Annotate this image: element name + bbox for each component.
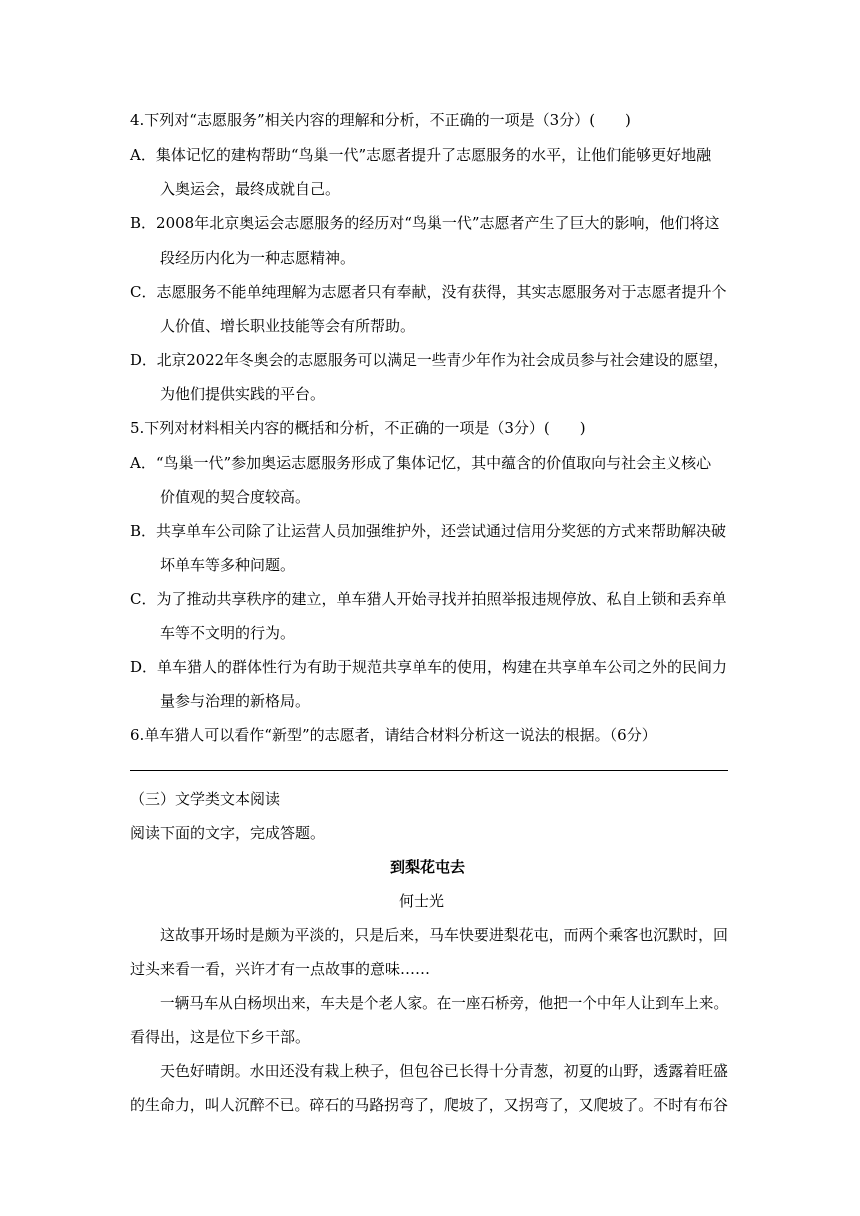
question-5-option-a-cont: 价值观的契合度较高。 <box>160 488 311 506</box>
question-5-option-b: B．共享单车公司除了让运营人员加强维护外，还尝试通过信用分奖惩的方式来帮助解决破 <box>130 522 727 540</box>
story-paragraph-2: 一辆马车从白杨坝出来，车夫是个老人家。在一座石桥旁，他把一个中年人让到车上来。 <box>160 994 729 1012</box>
story-author: 何士光 <box>399 892 445 910</box>
question-5-option-c-cont: 车等不文明的行为。 <box>160 624 296 642</box>
story-paragraph-2-cont: 看得出，这是位下乡干部。 <box>130 1028 311 1046</box>
question-4-option-b: B．2008年北京奥运会志愿服务的经历对“鸟巢一代”志愿者产生了巨大的影响，他们将这 <box>130 214 720 232</box>
question-4-option-d: D．北京2022年冬奥会的志愿服务可以满足一些青少年作为社会成员参与社会建设的愿望， <box>130 351 729 369</box>
question-5-option-d: D．单车猎人的群体性行为有助于规范共享单车的使用，构建在共享单车公司之外的民间力 <box>130 658 728 676</box>
story-paragraph-1: 这故事开场时是颇为平淡的，只是后来，马车快要进梨花屯，而两个乘客也沉默时，回 <box>160 926 729 944</box>
question-6-stem: 6.单车猎人可以看作“新型”的志愿者，请结合材料分析这一说法的根据。（6分） <box>130 726 657 744</box>
question-4-option-a-cont: 入奥运会，最终成就自己。 <box>160 180 341 198</box>
question-4-option-c: C．志愿服务不能单纯理解为志愿者只有奉献，没有获得，其实志愿服务对于志愿者提升个 <box>130 283 727 301</box>
story-paragraph-1-cont: 过头来看一看，兴许才有一点故事的意味…… <box>130 960 431 978</box>
question-4-option-a: A．集体记忆的建构帮助“鸟巢一代”志愿者提升了志愿服务的水平，让他们能够更好地融 <box>130 146 712 164</box>
question-4-option-c-cont: 人价值、增长职业技能等会有所帮助。 <box>160 317 416 335</box>
question-5-option-d-cont: 量参与治理的新格局。 <box>160 692 311 710</box>
question-5-option-a: A．“鸟巢一代”参加奥运志愿服务形成了集体记忆，其中蕴含的价值取向与社会主义核心 <box>130 454 712 472</box>
question-5-option-b-cont: 坏单车等多种问题。 <box>160 556 296 574</box>
section-divider <box>130 770 728 771</box>
question-4-stem: 4.下列对“志愿服务”相关内容的理解和分析，不正确的一项是（3分）( ) <box>130 111 631 129</box>
question-4-option-b-cont: 段经历内化为一种志愿精神。 <box>160 249 356 267</box>
question-5-option-c: C．为了推动共享秩序的建立，单车猎人开始寻找并拍照举报违规停放、私自上锁和丢弃单 <box>130 590 727 608</box>
section-heading: （三）文学类文本阅读 <box>130 790 281 808</box>
story-paragraph-3-cont: 的生命力，叫人沉醉不已。碎石的马路拐弯了，爬坡了，又拐弯了，又爬坡了。不时有布谷 <box>130 1096 729 1114</box>
reading-instruction: 阅读下面的文字，完成答题。 <box>130 824 326 842</box>
story-title: 到梨花屯去 <box>390 858 466 876</box>
story-paragraph-3: 天色好晴朗。水田还没有栽上秧子，但包谷已长得十分青葱，初夏的山野，透露着旺盛 <box>160 1062 729 1080</box>
question-4-option-d-cont: 为他们提供实践的平台。 <box>160 385 326 403</box>
question-5-stem: 5.下列对材料相关内容的概括和分析，不正确的一项是（3分）( ) <box>130 419 586 437</box>
